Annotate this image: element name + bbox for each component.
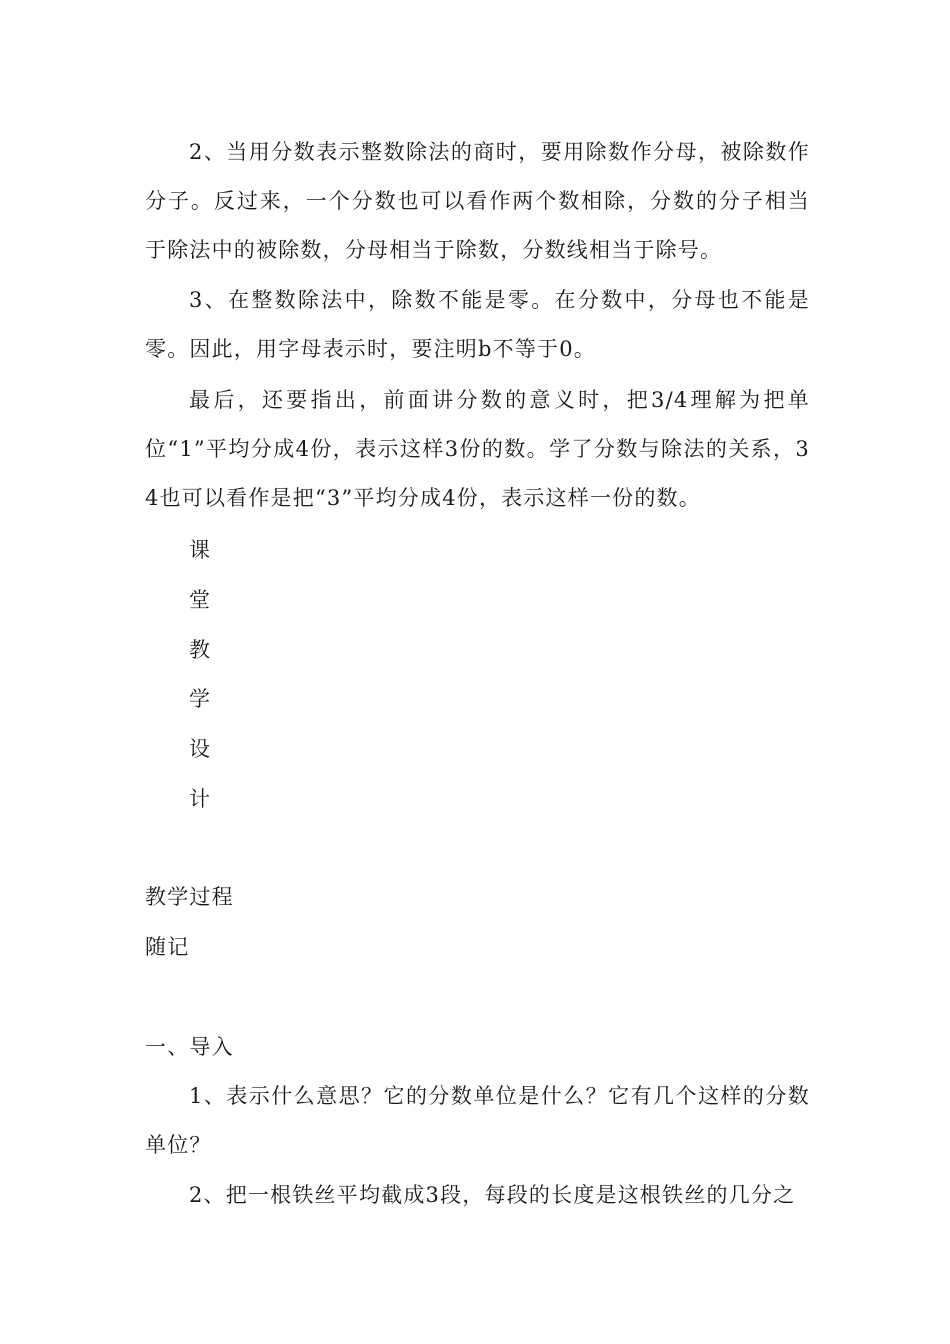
- vertical-heading-char: 教: [189, 638, 210, 662]
- vertical-heading-char: 计: [189, 787, 210, 811]
- paragraph-fraction-division: 2、当用分数表示整数除法的商时，要用除数作分母，被除数作分子。反过来，一个分数也可以看作两个数相除，分数的分子相当于除法中的被除数，分母相当于除数，分数线相当于除号。: [145, 140, 810, 262]
- paragraph-conclusion: 最后，还要指出，前面讲分数的意义时，把3/4理解为把单位“1”平均分成4份，表示这样3份的数。学了分数与除法的关系，34也可以看作是把“3”平均分成4份，表示这样一份的数。: [145, 388, 810, 510]
- vertical-heading-char: 堂: [189, 588, 210, 612]
- paragraph-zero-divisor: 3、在整数除法中，除数不能是零。在分数中，分母也不能是零。因此，用字母表示时，要注明b不等于0。: [145, 288, 810, 361]
- intro-item-1: 1、表示什么意思？它的分数单位是什么？它有几个这样的分数单位？: [145, 1084, 810, 1157]
- vertical-heading-char: 设: [189, 737, 210, 761]
- label-teaching-process: 教学过程: [145, 885, 234, 909]
- vertical-heading-char: 课: [189, 538, 210, 562]
- label-notes: 随记: [145, 935, 190, 959]
- vertical-heading-char: 学: [189, 687, 210, 711]
- section-title-intro: 一、导入: [145, 1035, 234, 1059]
- intro-item-2: 2、把一根铁丝平均截成3段，每段的长度是这根铁丝的几分之: [189, 1183, 796, 1207]
